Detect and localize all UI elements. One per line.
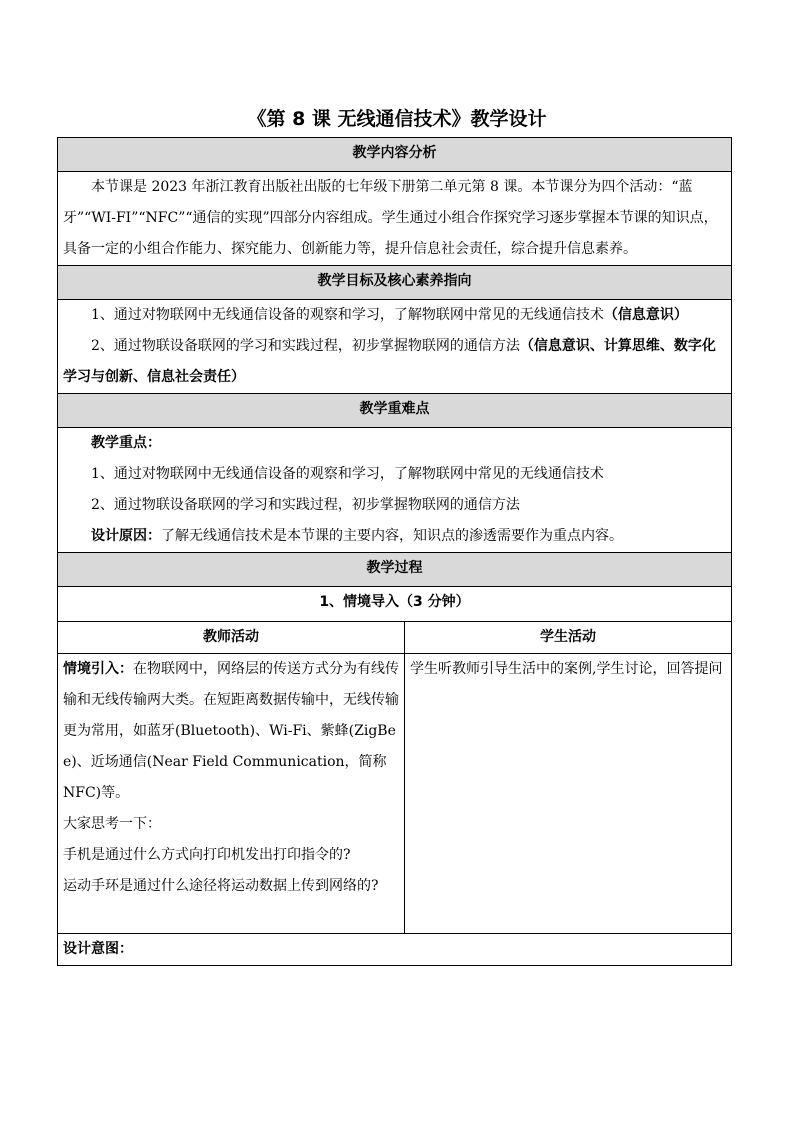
content-analysis-text: 本节课是 2023 年浙江教育出版社出版的七年级下册第二单元第 8 课。本节课分为四个活动：“蓝牙”“WI-FI”“NFC”“通信的实现”四部分内容组成。学生通过小组合作探究学习逐步掌握本节课的知识点，具备一定的小组合作能力、探究能力、创新能力等，提升信息社会责任，综合提升信息素养。 (63, 179, 718, 257)
objective-item (63, 331, 726, 393)
focus-label: 教学重点： (91, 435, 161, 451)
process-header-row (58, 553, 732, 587)
content-analysis-cell (58, 172, 732, 266)
design-intent-label: 设计意图： (63, 941, 133, 957)
content-analysis-row (58, 172, 732, 266)
teacher-line: 手机是通过什么方式向打印机发出打印指令的? (63, 847, 351, 863)
step-title: 1、情境导入（3 分钟） (58, 587, 732, 622)
objectives-header-row (58, 266, 732, 300)
content-analysis-header-row (58, 138, 732, 172)
content-analysis-header: 教学内容分析 (58, 138, 732, 172)
process-header: 教学过程 (58, 553, 732, 587)
lesson-plan-table (57, 137, 732, 966)
objective-text: 2、通过物联设备联网的学习和实践过程，初步掌握物联网的通信方法 (91, 338, 520, 354)
student-activity-cell (405, 654, 732, 934)
design-intent-row (58, 934, 732, 966)
design-reason-label: 设计原因： (91, 528, 161, 544)
key-points-header-row (58, 394, 732, 428)
teacher-activity-header: 教师活动 (58, 622, 405, 654)
design-intent-cell (58, 934, 732, 966)
teacher-line: 大家思考一下： (63, 816, 161, 832)
student-activity-header: 学生活动 (405, 622, 732, 654)
key-points-row (58, 428, 732, 553)
objective-text: 1、通过对物联网中无线通信设备的观察和学习，了解物联网中常见的无线通信技术 (91, 307, 604, 323)
key-points-cell (58, 428, 732, 553)
objective-competency-tag: （信息意识） (603, 307, 688, 323)
document-title: 《第 8 课 无线通信技术》教学设计 (247, 108, 547, 130)
key-point-item: 2、通过物联设备联网的学习和实践过程，初步掌握物联网的通信方法 (91, 497, 520, 513)
key-points-header: 教学重难点 (58, 394, 732, 428)
design-reason (63, 521, 726, 552)
student-activity-text: 学生听教师引导生活中的案例,学生讨论，回答提问 (410, 661, 723, 677)
activity-column-headers (58, 622, 732, 654)
design-reason-text: 了解无线通信技术是本节课的主要内容，知识点的渗透需要作为重点内容。 (161, 528, 623, 544)
teacher-intro-label: 情境引入： (63, 661, 133, 677)
teacher-line: 运动手环是通过什么途径将运动数据上传到网络的? (63, 878, 379, 894)
objectives-cell (58, 300, 732, 394)
objective-competency-tag: （信息意识、计算思维、数字化学习与创新、信息社会责任） (63, 338, 716, 385)
objectives-header: 教学目标及核心素养指向 (58, 266, 732, 300)
activity-row (58, 654, 732, 934)
teacher-intro-text: 在物联网中，网络层的传送方式分为有线传输和无线传输两大类。在短距离数据传输中，无线传输更为常用，如蓝牙(Bluetooth)、Wi-Fi、紫蜂(ZigBee)、近场通信(Near Field Communication，简称 NFC)等。 (63, 661, 399, 801)
objective-item (63, 300, 726, 331)
teacher-activity-cell (58, 654, 405, 934)
teacher-intro (63, 654, 399, 809)
key-point-item: 1、通过对物联网中无线通信设备的观察和学习，了解物联网中常见的无线通信技术 (91, 466, 604, 482)
objectives-row (58, 300, 732, 394)
step-title-row (58, 587, 732, 622)
